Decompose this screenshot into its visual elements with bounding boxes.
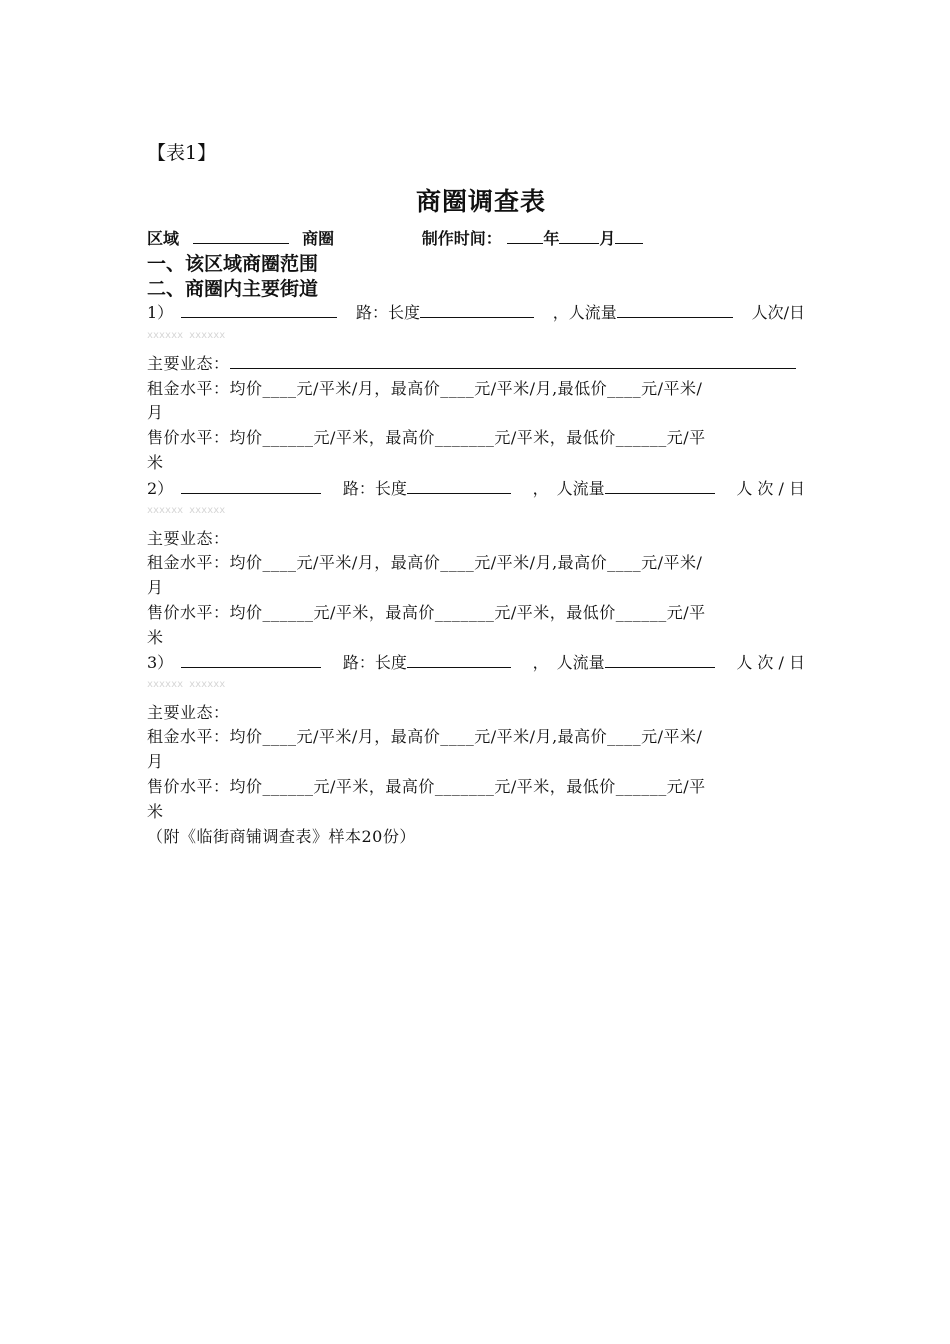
- flow-unit: 人 次 / 日: [736, 479, 805, 498]
- street-name-blank[interactable]: [181, 303, 337, 318]
- flow-blank[interactable]: [605, 479, 715, 494]
- date-tail-blank[interactable]: [615, 229, 643, 244]
- street-3-line: [147, 650, 805, 673]
- business-line: 主要业态：: [147, 529, 230, 548]
- region-blank[interactable]: [193, 229, 289, 244]
- year-label: 年: [543, 229, 560, 248]
- sale-wrap: 米: [147, 802, 164, 821]
- faint-text: xxxxxx xxxxxx: [147, 330, 226, 341]
- length-blank[interactable]: [407, 479, 511, 494]
- rent-line: 租金水平：均价____元/平米/月，最高价____元/平米/月,最高价____元/平米/: [147, 553, 703, 572]
- section-heading-2: 二、商圈内主要街道: [147, 278, 319, 300]
- sale-line: 售价水平：均价______元/平米，最高价_______元/平米，最低价______元/平: [147, 603, 706, 622]
- year-blank[interactable]: [507, 229, 543, 244]
- document-title: 商圈调查表: [415, 187, 546, 216]
- flow-blank[interactable]: [605, 653, 715, 668]
- street-num: 3）: [147, 653, 174, 672]
- business-blank[interactable]: [230, 354, 796, 369]
- flow-label: ，人流量: [552, 303, 617, 322]
- meta-line: [147, 226, 643, 249]
- length-blank[interactable]: [420, 303, 534, 318]
- flow-label: ， 人流量: [532, 653, 605, 672]
- rent-wrap: 月: [147, 752, 164, 771]
- business-line: [147, 351, 796, 374]
- region-label: 区域: [147, 229, 180, 248]
- business-label: 主要业态：: [147, 354, 230, 373]
- date-label: 制作时间：: [421, 229, 502, 248]
- section-heading-1: 一、该区域商圈范围: [147, 253, 319, 275]
- street-name-blank[interactable]: [181, 653, 321, 668]
- circle-label: 商圈: [302, 229, 335, 248]
- rent-line: 租金水平：均价____元/平米/月，最高价____元/平米/月,最高价____元/平米/: [147, 727, 703, 746]
- table-tag: 【表1】: [147, 142, 217, 164]
- rent-line: 租金水平：均价____元/平米/月，最高价____元/平米/月,最低价____元/平米/: [147, 379, 703, 398]
- rent-wrap: 月: [147, 578, 164, 597]
- month-label: 月: [599, 229, 616, 248]
- flow-unit: 人 次 / 日: [736, 653, 805, 672]
- footnote: （附《临街商铺调查表》样本20份）: [147, 827, 416, 846]
- road-length-label: 路：长度: [342, 479, 407, 498]
- business-line: 主要业态：: [147, 703, 230, 722]
- street-num: 1）: [147, 303, 174, 322]
- street-1-line: [147, 300, 805, 323]
- sale-line: 售价水平：均价______元/平米，最高价_______元/平米，最低价______元/平: [147, 428, 706, 447]
- sale-wrap: 米: [147, 453, 164, 472]
- flow-blank[interactable]: [617, 303, 733, 318]
- road-length-label: 路：长度: [342, 653, 407, 672]
- length-blank[interactable]: [407, 653, 511, 668]
- road-length-label: 路：长度: [355, 303, 420, 322]
- flow-unit: 人次/日: [751, 303, 805, 322]
- flow-label: ， 人流量: [532, 479, 605, 498]
- street-name-blank[interactable]: [181, 479, 321, 494]
- street-2-line: [147, 476, 805, 499]
- rent-wrap: 月: [147, 403, 164, 422]
- street-num: 2）: [147, 479, 174, 498]
- sale-wrap: 米: [147, 628, 164, 647]
- month-blank[interactable]: [559, 229, 599, 244]
- sale-line: 售价水平：均价______元/平米，最高价_______元/平米，最低价______元/平: [147, 777, 706, 796]
- faint-text: xxxxxx xxxxxx: [147, 505, 226, 516]
- faint-text: xxxxxx xxxxxx: [147, 679, 226, 690]
